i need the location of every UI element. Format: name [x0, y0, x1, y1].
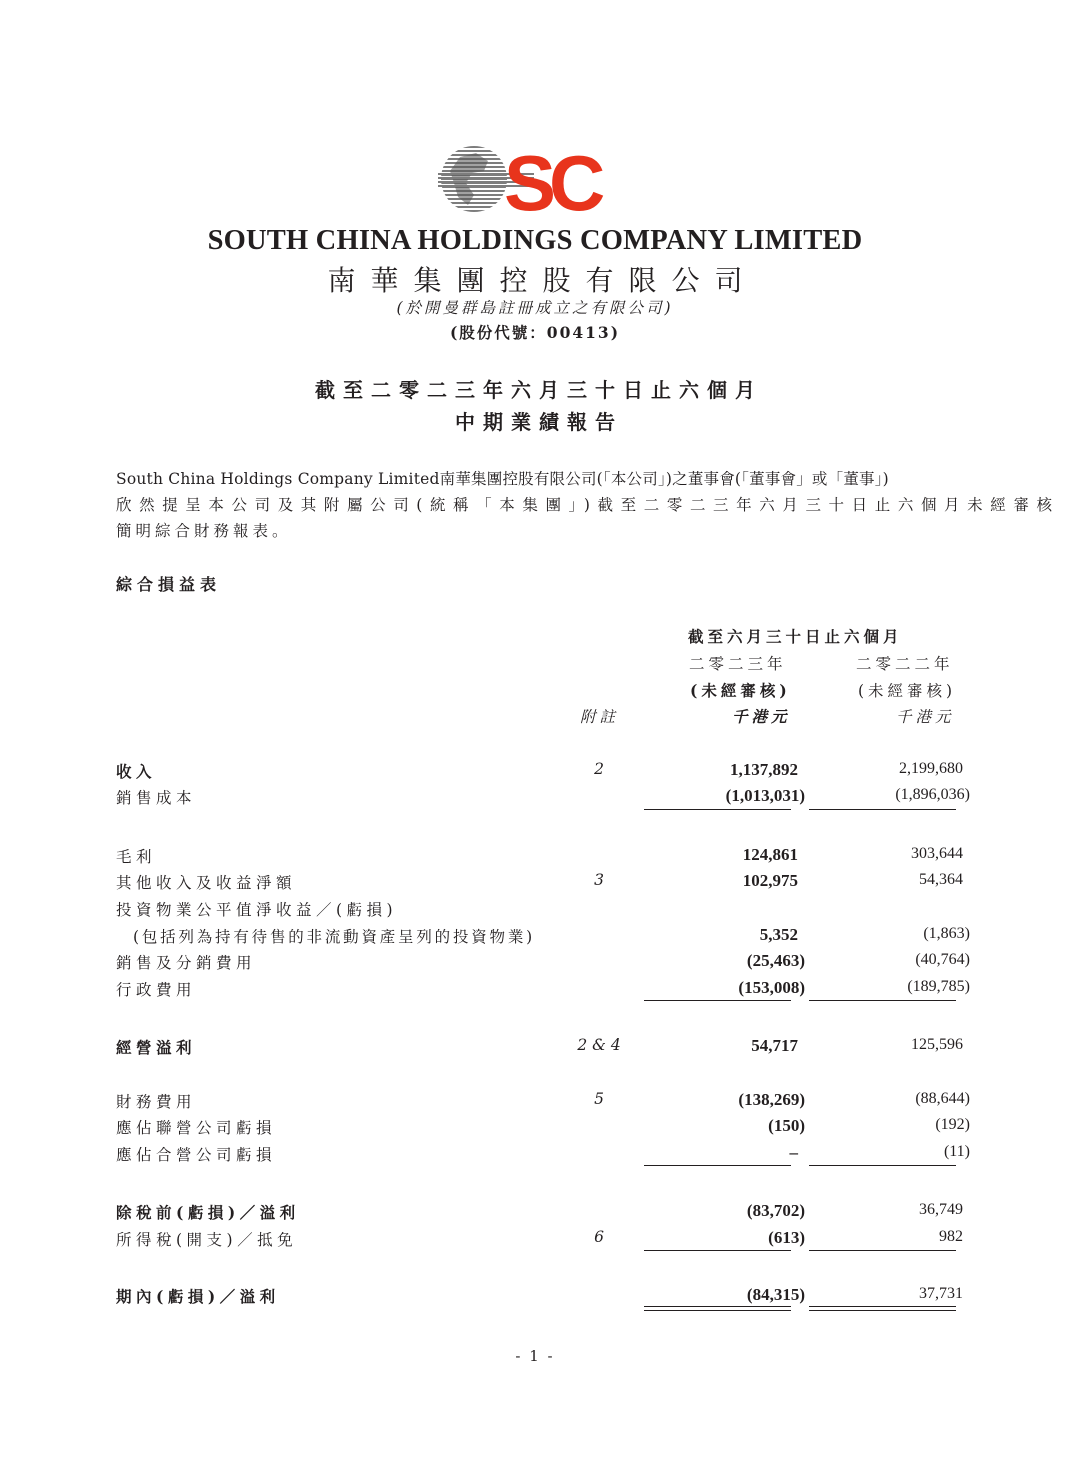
- row-value-current: (153,008): [738, 978, 805, 997]
- subtotal-rule: [644, 809, 791, 810]
- row-label: 行政費用: [116, 981, 197, 999]
- table-row: [0, 760, 1070, 784]
- table-row: [0, 786, 1070, 810]
- row-value-current: (1,013,031): [725, 786, 805, 805]
- table-row: [0, 1143, 1070, 1167]
- row-value-current: (83,702): [746, 1201, 805, 1220]
- table-row: [0, 925, 1070, 949]
- row-value-current: (25,463): [746, 951, 805, 970]
- intro-paragraph-line2: 欣然提呈本公司及其附屬公司(統稱「本集團」)截至二零二三年六月三十日止六個月未經審核: [116, 496, 1060, 514]
- table-row: [0, 1116, 1070, 1140]
- table-row: [0, 871, 1070, 895]
- year-current-header: 二零二三年: [689, 655, 787, 673]
- row-value-previous: 303,644: [911, 845, 963, 862]
- subtotal-rule: [644, 1250, 791, 1251]
- row-value-current: 124,861: [742, 845, 798, 864]
- total-double-rule: [644, 1306, 791, 1307]
- row-note: 5: [594, 1090, 604, 1108]
- subtotal-rule: [809, 1250, 956, 1251]
- table-row: [0, 1201, 1070, 1225]
- row-label: 應佔聯營公司虧損: [116, 1119, 277, 1137]
- row-label: 應佔合營公司虧損: [116, 1146, 277, 1164]
- row-value-previous: (192): [935, 1116, 970, 1133]
- row-value-current: (613): [768, 1228, 805, 1247]
- row-value-current: (150): [768, 1116, 805, 1135]
- row-label: 毛利: [116, 848, 157, 866]
- row-value-previous: 982: [939, 1228, 963, 1245]
- row-value-current: 1,137,892: [730, 760, 798, 779]
- table-row: [0, 978, 1070, 1002]
- incorporation-note: (於開曼群島註冊成立之有限公司): [396, 299, 674, 317]
- total-double-rule: [809, 1306, 956, 1307]
- company-logo: [438, 143, 634, 215]
- row-note: 2 & 4: [577, 1036, 621, 1054]
- row-label: 銷售及分銷費用: [116, 954, 257, 972]
- row-value-previous: 125,596: [911, 1036, 963, 1053]
- table-row: [0, 1228, 1070, 1252]
- report-title-line2: 中期業績報告: [455, 410, 623, 434]
- company-name-en: SOUTH CHINA HOLDINGS COMPANY LIMITED: [207, 225, 863, 256]
- year-previous-header: 二零二二年: [856, 655, 954, 673]
- row-value-current: (84,315): [746, 1285, 805, 1304]
- subtotal-rule: [644, 1165, 791, 1166]
- report-title-line1: 截至二零二三年六月三十日止六個月: [315, 378, 763, 402]
- note-header: 附註: [580, 708, 620, 726]
- row-label: 財務費用: [116, 1093, 197, 1111]
- subtotal-rule: [809, 1165, 956, 1166]
- row-value-previous: (88,644): [915, 1090, 970, 1107]
- intro-paragraph-line1: South China Holdings Company Limited南華集團控股有限公司(「本公司」)之董事會(「董事會」或「董事」): [116, 470, 889, 488]
- row-label: 經營溢利: [116, 1038, 197, 1057]
- row-value-current: –: [789, 1143, 798, 1162]
- row-value-previous: (40,764): [915, 951, 970, 968]
- row-note: 3: [594, 871, 604, 889]
- table-row: [0, 1090, 1070, 1114]
- row-value-previous: 2,199,680: [899, 760, 963, 777]
- row-value-previous: (1,896,036): [895, 786, 970, 803]
- table-row: [0, 845, 1070, 869]
- table-row: [0, 898, 1070, 922]
- row-value-previous: 37,731: [919, 1285, 963, 1302]
- row-value-current: 5,352: [759, 925, 798, 944]
- stock-code: (股份代號：00413): [449, 323, 621, 342]
- row-label: 期內(虧損)／溢利: [116, 1287, 280, 1306]
- subtotal-rule: [809, 809, 956, 810]
- table-row: [0, 1036, 1070, 1060]
- row-value-previous: 36,749: [919, 1201, 963, 1218]
- row-value-previous: (11): [943, 1143, 970, 1160]
- intro-paragraph-line3: 簡明綜合財務報表。: [116, 522, 292, 540]
- audit-current-header: (未經審核): [690, 681, 791, 700]
- row-note: 6: [594, 1228, 604, 1246]
- row-label: 其他收入及收益淨額: [116, 874, 297, 892]
- row-value-current: 54,717: [751, 1036, 798, 1055]
- row-value-previous: 54,364: [919, 871, 963, 888]
- subtotal-rule: [809, 1000, 956, 1001]
- logo-text: SC: [504, 143, 599, 215]
- total-double-rule: [644, 1310, 791, 1311]
- company-name-zh: 南華集團控股有限公司: [327, 264, 758, 297]
- row-label: 收入: [116, 762, 157, 781]
- row-value-current: 102,975: [742, 871, 798, 890]
- row-label: 銷售成本: [116, 789, 197, 807]
- subtotal-rule: [644, 1000, 791, 1001]
- page-number: - 1 -: [515, 1347, 555, 1365]
- row-label: (包括列為持有待售的非流動資產呈列的投資物業): [133, 928, 535, 946]
- unit-current-header: 千港元: [732, 707, 791, 726]
- table-row: [0, 951, 1070, 975]
- row-value-previous: (1,863): [923, 925, 970, 942]
- row-value-current: (138,269): [738, 1090, 805, 1109]
- row-label: 除稅前(虧損)／溢利: [116, 1203, 300, 1222]
- row-label: 所得稅(開支)／抵免: [116, 1231, 298, 1249]
- unit-previous-header: 千港元: [896, 708, 955, 726]
- total-double-rule: [809, 1310, 956, 1311]
- row-label: 投資物業公平值淨收益／(虧損): [116, 901, 398, 919]
- row-note: 2: [594, 760, 604, 778]
- row-value-previous: (189,785): [907, 978, 970, 995]
- audit-previous-header: (未經審核): [858, 682, 957, 700]
- section-heading: 綜合損益表: [116, 575, 222, 594]
- period-header: 截至六月三十日止六個月: [688, 627, 903, 646]
